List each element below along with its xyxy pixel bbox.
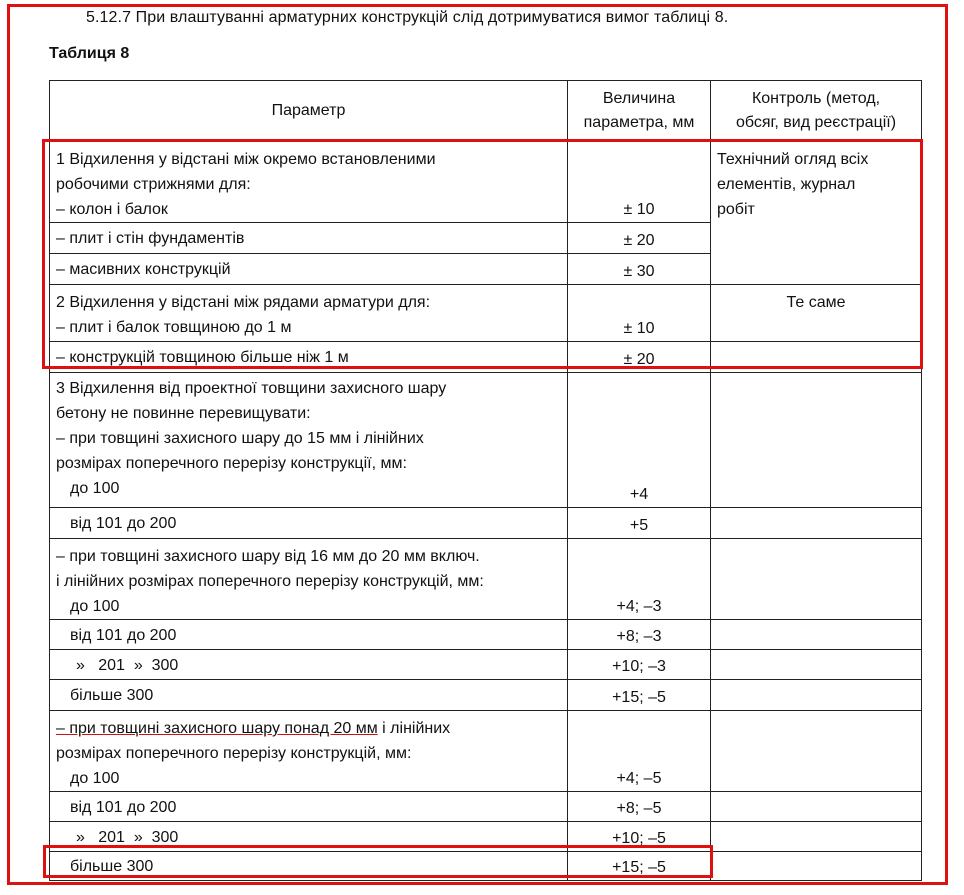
- table-row: від 101 до 200 +8; –3: [50, 620, 922, 650]
- highlight-box-last-row: [43, 845, 713, 878]
- highlight-box-sections-1-2: [42, 139, 923, 369]
- table-row: – конструкцій товщиною більше ніж 1 м ± 20: [50, 342, 922, 373]
- section-heading: 5.12.7 При влаштуванні арматурних конструкцій слід дотримуватися вимог таблиці 8.: [86, 9, 729, 26]
- table-row: 2 Відхилення у відстані між рядами арматури для: – плит і балок товщиною до 1 м ± 10 Те саме: [50, 285, 922, 342]
- s2-param-cell: 2 Відхилення у відстані між рядами арматури для: – плит і балок товщиною до 1 м: [50, 285, 568, 342]
- underlined-text: – при товщині захисного шару понад 20 мм: [56, 720, 378, 737]
- table-row: 3 Відхилення від проектної товщини захисного шару бетону не повинне перевищувати: – при товщині захисного шару до 15 мм і лінійних розмірах поперечного перерізу конструкції, мм: до 100 +4: [50, 373, 922, 508]
- table-row: » 201 » 300 +10; –5: [50, 822, 922, 852]
- header-control: Контроль (метод, обсяг, вид реєстрації): [711, 81, 922, 142]
- table-row: » 201 » 300 +10; –3: [50, 650, 922, 680]
- s2-control-cell: Те саме: [711, 285, 922, 342]
- s1-control-cell: Технічний огляд всіх елементів, журнал робіт: [711, 142, 922, 285]
- table-title: Таблиця 8: [49, 45, 130, 62]
- table-row: – масивних конструкцій ± 30: [50, 254, 922, 285]
- table-row: – плит і стін фундаментів ± 20: [50, 223, 922, 254]
- header-parameter: Параметр: [50, 81, 568, 142]
- s1-r1-value: ± 10: [568, 142, 711, 223]
- table-row: від 101 до 200 +8; –5: [50, 792, 922, 822]
- s3-param-cell: 3 Відхилення від проектної товщини захисного шару бетону не повинне перевищувати: – при товщині захисного шару до 15 мм і лінійних розмірах поперечного перерізу конструкції, мм: до 100: [50, 373, 568, 508]
- table-row: – при товщині захисного шару понад 20 мм і лінійних розмірах поперечного перерізу конструкцій, мм: до 100 +4; –5: [50, 711, 922, 792]
- table-row: – при товщині захисного шару від 16 мм до 20 мм включ. і лінійних розмірах поперечного перерізу конструкцій, мм: до 100 +4; –3: [50, 539, 922, 620]
- table-row: більше 300 +15; –5: [50, 680, 922, 711]
- s1-param-cell: 1 Відхилення у відстані між окремо встановленими робочими стрижнями для: – колон і балок: [50, 142, 568, 223]
- table-row: від 101 до 200 +5: [50, 508, 922, 539]
- table-row: більше 300 +15; –5: [50, 852, 922, 881]
- table-header-row: [50, 81, 922, 142]
- header-value: Величина параметра, мм: [568, 81, 711, 142]
